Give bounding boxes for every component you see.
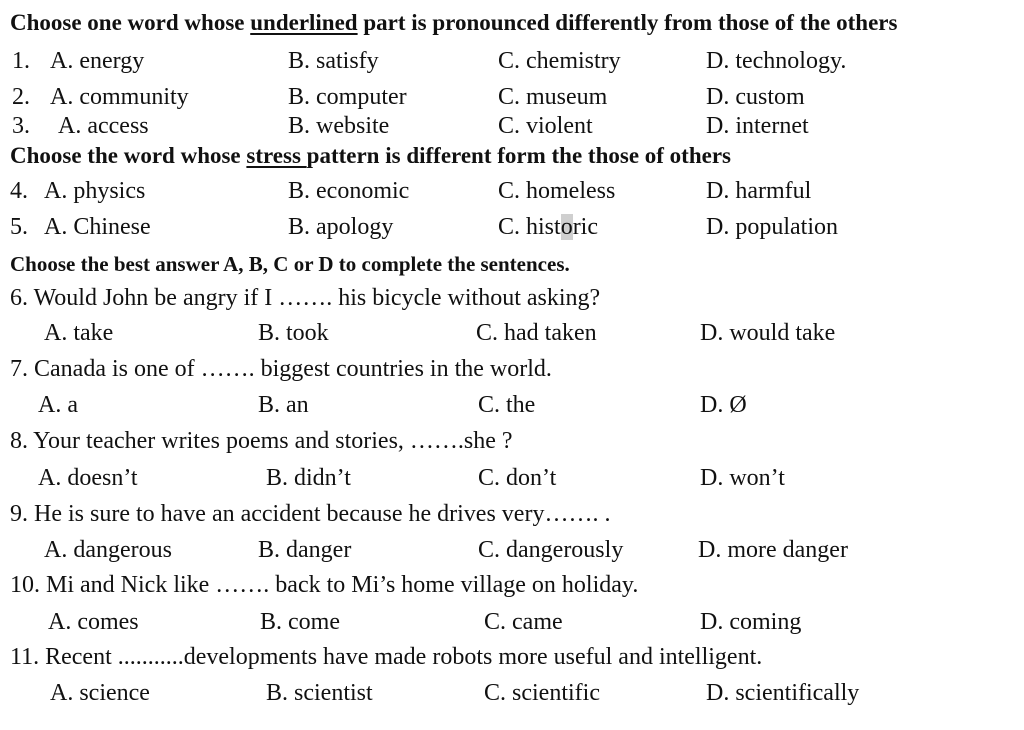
question-number: 5. — [10, 214, 28, 240]
option-a[interactable]: A. a — [38, 392, 78, 418]
option-a[interactable]: A. doesn’t — [38, 465, 138, 491]
question-row — [0, 48, 1024, 80]
option-c[interactable]: C. had taken — [476, 320, 597, 346]
heading-underlined-word: stress — [246, 143, 307, 168]
highlighted-letter: o — [560, 214, 573, 240]
question-stem: 8. Your teacher writes poems and stories, …….she ? — [10, 428, 513, 454]
question-row — [0, 214, 1024, 246]
option-b[interactable]: B. didn’t — [266, 465, 351, 491]
option-a[interactable]: A. physics — [44, 178, 146, 204]
option-a[interactable]: A. energy — [50, 48, 145, 74]
section1-heading: Choose one word whose underlined part is pronounced differently from those of the others — [10, 10, 898, 35]
option-c[interactable]: C. homeless — [498, 178, 616, 204]
option-a[interactable]: A. take — [44, 320, 114, 346]
option-b[interactable]: B. danger — [258, 537, 352, 563]
question-stem: 7. Canada is one of ……. biggest countries in the world. — [10, 356, 552, 382]
options-row — [0, 392, 1024, 424]
question-number: 2. — [12, 84, 30, 110]
question-stem: 9. He is sure to have an accident because he drives very……. . — [10, 501, 611, 527]
option-a[interactable]: A. access — [58, 113, 149, 139]
question-number: 1. — [12, 48, 30, 74]
option-b[interactable]: B. satisfy — [288, 48, 379, 74]
option-b[interactable]: B. economic — [288, 178, 410, 204]
option-b[interactable]: B. apology — [288, 214, 394, 240]
option-a[interactable]: A. Chinese — [44, 214, 151, 240]
section3-heading: Choose the best answer A, B, C or D to complete the sentences. — [10, 252, 570, 276]
option-d[interactable]: D. technology. — [706, 48, 847, 74]
option-a[interactable]: A. comes — [48, 609, 139, 635]
option-c[interactable]: C. scientific — [484, 680, 600, 706]
options-row — [0, 465, 1024, 497]
option-d[interactable]: D. population — [706, 214, 838, 240]
option-c[interactable]: C. violent — [498, 113, 593, 139]
options-row — [0, 680, 1024, 712]
options-row — [0, 609, 1024, 641]
option-d[interactable]: D. scientifically — [706, 680, 860, 706]
section2-heading: Choose the word whose stress pattern is different form the those of others — [10, 143, 731, 168]
option-c[interactable]: C. came — [484, 609, 563, 635]
option-c[interactable]: C. chemistry — [498, 48, 621, 74]
option-a[interactable]: A. community — [50, 84, 189, 110]
option-c[interactable]: C. dangerously — [478, 537, 624, 563]
option-a[interactable]: A. science — [50, 680, 150, 706]
heading-underlined-word: underlined — [250, 10, 358, 35]
option-b[interactable]: B. took — [258, 320, 329, 346]
question-stem: 10. Mi and Nick like ……. back to Mi’s home village on holiday. — [10, 572, 639, 598]
option-d[interactable]: D. custom — [706, 84, 805, 110]
options-row — [0, 537, 1024, 569]
option-d[interactable]: D. more danger — [698, 537, 848, 563]
question-stem: 11. Recent ...........developments have made robots more useful and intelligent. — [10, 644, 763, 670]
question-row — [0, 84, 1024, 116]
option-a[interactable]: A. dangerous — [44, 537, 172, 563]
option-b[interactable]: B. scientist — [266, 680, 373, 706]
option-d[interactable]: D. won’t — [700, 465, 785, 491]
question-stem: 6. Would John be angry if I ……. his bicycle without asking? — [10, 285, 601, 311]
option-d[interactable]: D. harmful — [706, 178, 812, 204]
option-c[interactable]: C. don’t — [478, 465, 557, 491]
option-d[interactable]: D. internet — [706, 113, 809, 139]
option-b[interactable]: B. an — [258, 392, 309, 418]
option-d[interactable]: D. Ø — [700, 392, 747, 418]
question-row — [0, 113, 1024, 145]
option-c[interactable]: C. the — [478, 392, 536, 418]
option-c[interactable]: C. historic — [498, 214, 598, 240]
options-row — [0, 320, 1024, 352]
option-b[interactable]: B. come — [260, 609, 340, 635]
option-b[interactable]: B. computer — [288, 84, 407, 110]
question-row — [0, 178, 1024, 210]
option-d[interactable]: D. coming — [700, 609, 802, 635]
option-b[interactable]: B. website — [288, 113, 390, 139]
option-d[interactable]: D. would take — [700, 320, 836, 346]
question-number: 3. — [12, 113, 30, 139]
option-c[interactable]: C. museum — [498, 84, 608, 110]
question-number: 4. — [10, 178, 28, 204]
